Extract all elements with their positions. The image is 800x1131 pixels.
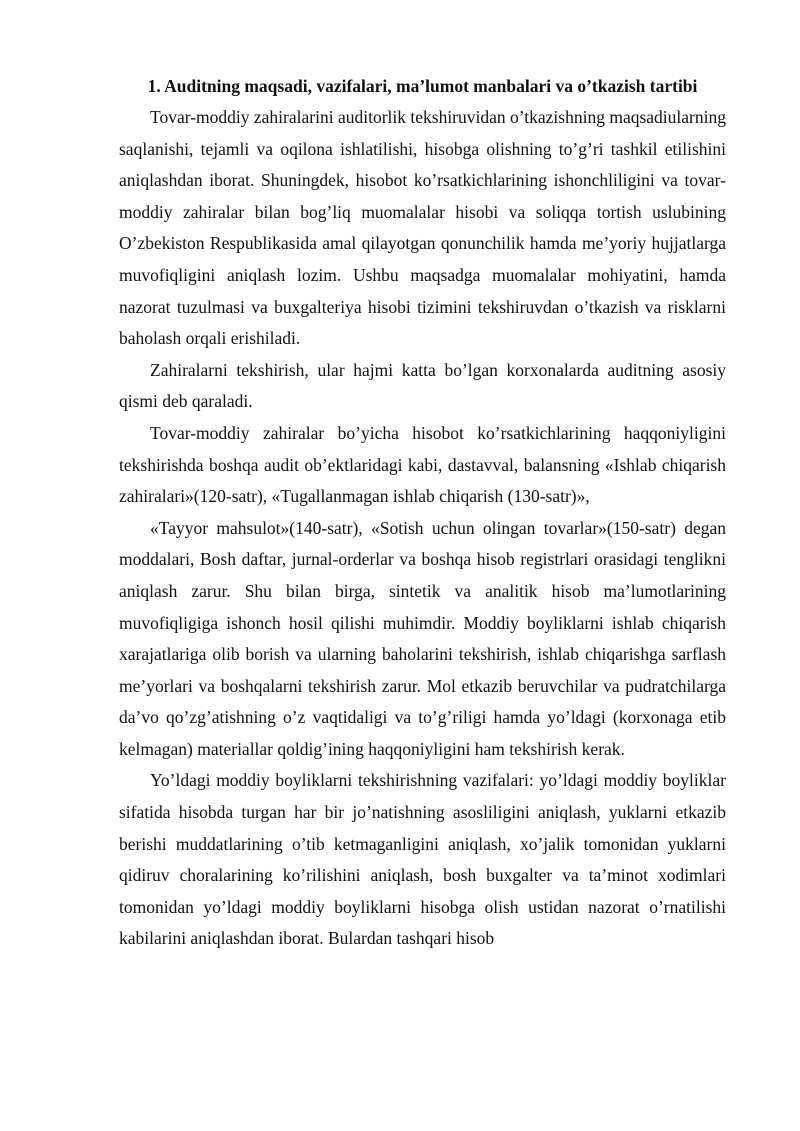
paragraph-inventory-check: Zahiralarni tekshirish, ular hajmi katta bo’lgan korxonalarda auditning asosiy qismi deb qaraladi. <box>119 359 726 412</box>
section-heading: 1. Auditning maqsadi, vazifalari, ma’lumot manbalari va o’tkazish tartibi <box>147 76 698 96</box>
paragraph-goods-in-transit: Yo’ldagi moddiy boyliklarni tekshirishning vazifalari: yo’ldagi moddiy boyliklar sifatida hisobda turgan har bir jo’natishning asosliligini aniqlash, yuklarni etkazib berishi muddatlarining o’tib ketmaganligini aniqlash, xo’jalik tomonidan yuklarni qidiruv choralarining ko’rilishini aniqlash, bosh buxgalter va ta’minot xodimlari tomonidan yo’ldagi moddiy boyliklarni hisobga olish ustidan nazorat o’rnatilishi kabilarini aniqlashdan iborat. Bulardan tashqari hisob <box>119 770 726 949</box>
paragraph-purpose: Tovar-moddiy zahiralarini auditorlik tekshiruvidan o’tkazishning maqsadiularning saqlanishi, tejamli va oqilona ishlatilishi, hisobga olishning to’g’ri tashkil etilishini aniqlashdan iborat. Shuningdek, hisobot ko’rsatkichlarining ishonchliligini va tovar-moddiy zahiralar bilan bog’liq muomalalar hisobi va soliqqa tortish uslubining O’zbekiston Respublikasida amal qilayotgan qonunchilik hamda me’yoriy hujjatlarga muvofiqligini aniqlash lozim. Ushbu maqsadga muomalalar mohiyatini, hamda nazorat tuzulmasi va buxgalteriya hisobi tizimini tekshiruvdan o’tkazish va risklarni baholash orqali erishiladi. <box>119 107 726 349</box>
paragraph-balance-items: «Tayyor mahsulot»(140-satr), «Sotish uchun olingan tovarlar»(150-satr) degan moddalari, Bosh daftar, jurnal-orderlar va boshqa hisob registrlari orasidagi tenglikni aniqlash zarur. Shu bilan birga, sintetik va analitik hisob ma’lumotlarining muvofiqligiga ishonch hosil qilishi muhimdir. Moddiy boyliklarni ishlab chiqarish xarajatlariga olib borish va ularning baholarini tekshirish, ishlab chiqarishga sarflash me’yorlari va boshqalarni tekshirish zarur. Mol etkazib beruvchilar va pudratchilarga da’vo qo’zg’atishning o’z vaqtidaligi va to’g’riligi hamda yo’ldagi (korxonaga etib kelmagan) materiallar qoldig’ining haqqoniyligini ham tekshirish kerak. <box>119 517 726 759</box>
paragraph-report-indicators: Tovar-moddiy zahiralar bo’yicha hisobot ko’rsatkichlarining haqqoniyligini tekshirishda boshqa audit ob’ektlaridagi kabi, dastavval, balansning «Ishlab chiqarish zahiralari»(120-satr), «Tugallanmagan ishlab chiqarish (130-satr)», <box>119 422 726 507</box>
document-page <box>119 70 726 955</box>
